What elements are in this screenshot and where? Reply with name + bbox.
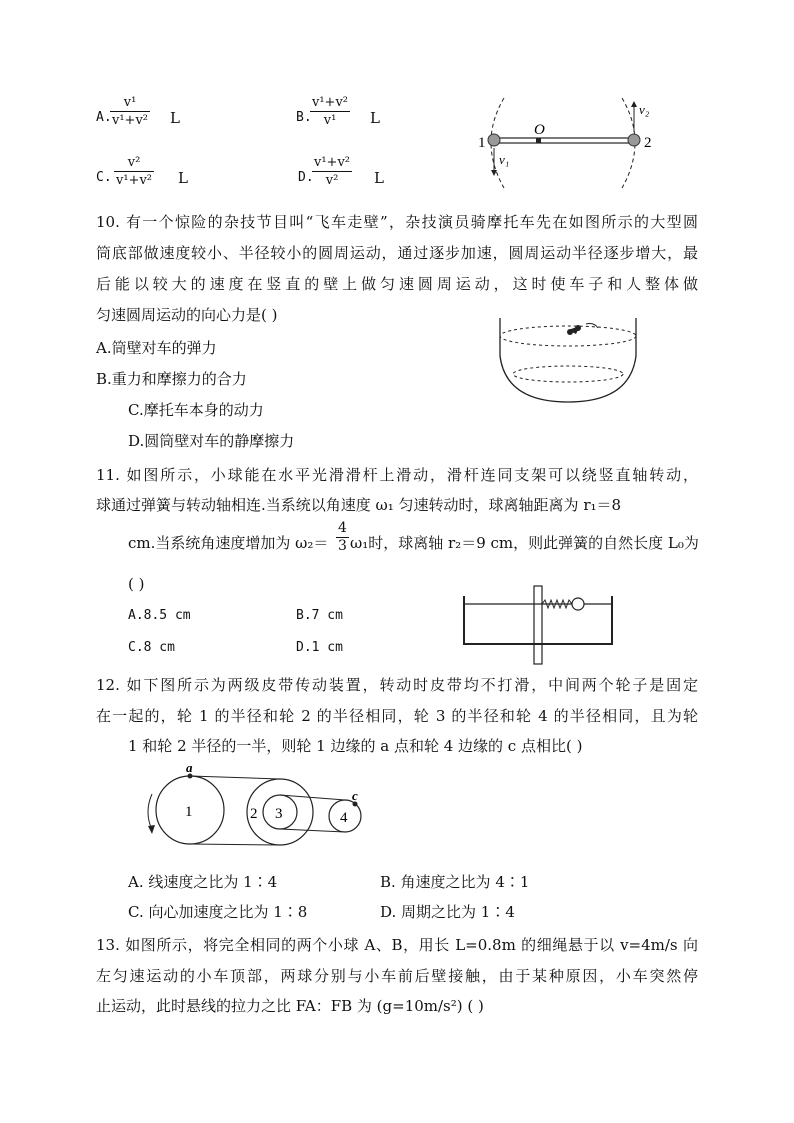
q13-line-2: 左匀速运动的小车顶部，两球分别与小车前后壁接触，由于某种原因，小车突然停 [96, 967, 698, 985]
q9-v2-arrowhead [631, 101, 637, 107]
q11-line-2: 球通过弹簧与转动轴相连.当系统以角速度 ω₁ 匀速转动时，球离轴距离为 r₁＝8 [96, 496, 622, 514]
q10-option-d: D.圆筒壁对车的静摩擦力 [128, 432, 295, 450]
q9-option-c-numerator: v² [114, 154, 154, 172]
q10-option-b: B.重力和摩擦力的合力 [96, 370, 247, 388]
q12-option-d: D. 周期之比为 1∶4 [380, 903, 515, 921]
q11-fraction-numerator: 4 [338, 520, 347, 536]
q12-label-1: 1 [185, 804, 193, 820]
q12-rotation-arrow [148, 794, 152, 830]
q9-option-a-denominator: v¹+v² [112, 113, 149, 128]
q10-bottom-ellipse [513, 366, 623, 382]
q12-label-a: a [186, 760, 193, 775]
q9-option-d-fraction [312, 154, 352, 189]
q11-line-4: ( ) [128, 575, 145, 593]
q10-motorcycle-icon [567, 324, 598, 336]
q9-option-b-numerator: v¹+v² [312, 95, 349, 110]
q12-label-c: c [352, 788, 358, 803]
q9-ball-1 [488, 134, 500, 146]
q9-pivot [536, 138, 541, 143]
q11-line-1: 11. 如图所示，小球能在水平光滑滑杆上滑动，滑杆连同支架可以绕竖直轴转动， [96, 466, 698, 484]
q9-rod [494, 138, 634, 143]
q10-option-a: A.筒壁对车的弹力 [96, 339, 217, 357]
q9-label-v2: v₂ [639, 102, 650, 117]
q12-label-3: 3 [275, 806, 283, 822]
q11-option-b: B.7 cm [296, 608, 343, 623]
q12-option-c: C. 向心加速度之比为 1∶8 [128, 903, 308, 921]
q10-top-ellipse [500, 326, 636, 346]
q12-rotation-arrowhead [148, 825, 155, 834]
q9-label-v1: v₁ [499, 152, 510, 167]
q10-line-1: 10. 有一个惊险的杂技节目叫“飞车走壁”，杂技演员骑摩托车先在如图所示的大型圆 [96, 213, 698, 231]
q10-cylinder-figure [498, 316, 638, 404]
q12-option-a: A. 线速度之比为 1∶4 [128, 873, 278, 891]
q10-option-c: C.摩托车本身的动力 [128, 401, 264, 419]
q12-label-4: 4 [340, 810, 348, 826]
q12-belt-2-bottom [280, 829, 345, 832]
q11-option-a: A.8.5 cm [128, 608, 191, 623]
q12-line-2: 在一起的，轮 1 的半径和轮 2 的半径相同，轮 3 的半径和轮 4 的半径相同，且为轮 [96, 707, 698, 725]
q12-line-1: 12. 如下图所示为两级皮带传动装置，转动时皮带均不打滑，中间两个轮子是固定 [96, 676, 698, 694]
q11-fraction [336, 520, 349, 555]
q13-line-1: 13. 如图所示，将完全相同的两个小球 A、B，用长 L=0.8m 的细绳悬于以 v=4m/s 向 [96, 936, 698, 954]
q9-option-b-tail: L [370, 109, 380, 127]
q9-option-a-numerator: v¹ [110, 94, 150, 112]
q9-option-c-tail: L [178, 169, 188, 187]
q12-option-b: B. 角速度之比为 4∶1 [380, 873, 530, 891]
q9-option-d-denominator: v² [325, 173, 339, 188]
q9-option-a-tail: L [170, 109, 180, 127]
q9-label-1: 1 [478, 135, 486, 151]
q11-fraction-denominator: 3 [338, 538, 347, 554]
q13-line-3: 止运动，此时悬线的拉力之比 FA：FB 为 (g=10m/s²) ( ) [96, 997, 484, 1015]
q11-ball [572, 598, 584, 610]
q10-line-2: 筒底部做速度较小、半径较小的圆周运动，通过逐步加速，圆周运动半径逐步增大，最 [96, 244, 698, 262]
q9-option-b-denominator: v¹ [323, 113, 337, 128]
q11-axle [534, 586, 542, 664]
q12-belt-drive-figure [140, 760, 380, 854]
q11-option-d: D.1 cm [296, 640, 343, 655]
q9-option-b-fraction [310, 94, 350, 129]
q9-option-d-tail: L [374, 169, 384, 187]
q10-line-4: 匀速圆周运动的向心力是( ) [96, 306, 278, 324]
q9-option-c-label: C. [96, 170, 112, 185]
q11-option-c: C.8 cm [128, 640, 175, 655]
q9-v1-arrowhead [491, 170, 497, 176]
q9-option-d-label: D. [298, 170, 314, 185]
q9-ball-2 [628, 134, 640, 146]
q9-rod-figure [470, 92, 670, 194]
q11-rotating-frame-figure [462, 586, 618, 666]
q10-line-3: 后能以较大的速度在竖直的壁上做匀速圆周运动，这时使车子和人整体做 [96, 275, 698, 293]
q9-option-a-label: A. [96, 110, 112, 125]
q9-option-d-numerator: v¹+v² [314, 155, 351, 170]
q9-option-c-denominator: v¹+v² [116, 173, 153, 188]
q9-option-b-label: B. [296, 110, 312, 125]
q9-label-2: 2 [644, 135, 652, 151]
q12-label-2: 2 [250, 806, 258, 822]
q11-line-3-b: ω₁时，球离轴 r₂＝9 cm，则此弹簧的自然长度 L₀为 [350, 534, 699, 552]
q9-option-a-fraction [110, 94, 150, 129]
q9-label-o: O [534, 122, 545, 138]
q11-line-3-a: cm.当系统角速度增加为 ω₂＝ [128, 534, 329, 552]
q12-line-3: 1 和轮 2 半径的一半，则轮 1 边缘的 a 点和轮 4 边缘的 c 点相比( ) [128, 737, 583, 755]
q9-option-c-fraction [114, 154, 154, 189]
q12-belt-1-bottom [190, 844, 280, 845]
